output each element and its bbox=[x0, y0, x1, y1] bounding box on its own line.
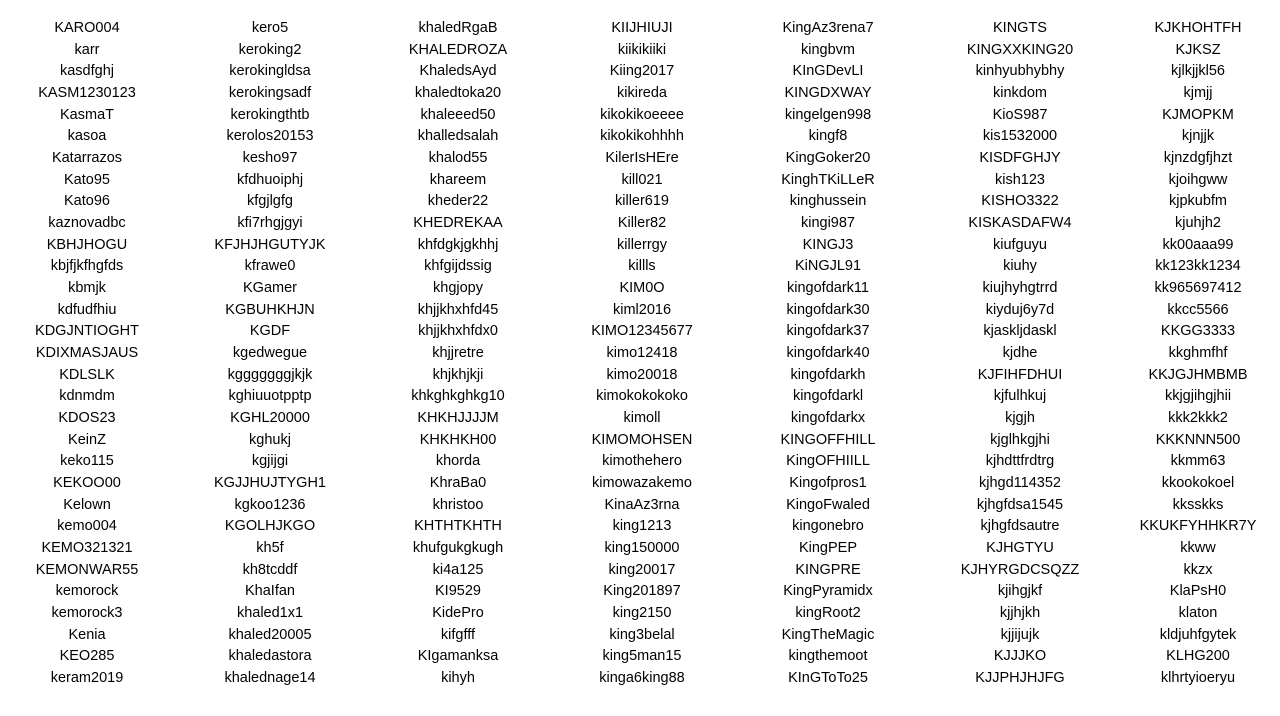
column-3 bbox=[373, 18, 543, 690]
list-item: kjhgfdsa1545 bbox=[976, 496, 1064, 513]
list-item: KingPEP bbox=[798, 540, 858, 557]
list-item: kiujhyhgtrrd bbox=[982, 280, 1058, 297]
list-item: KhaIfan bbox=[245, 583, 295, 600]
list-item: kimo20018 bbox=[606, 366, 678, 383]
list-item: kimoll bbox=[623, 410, 661, 427]
list-item: kgkoo1236 bbox=[234, 496, 306, 513]
list-item: khjkhjkji bbox=[432, 366, 484, 383]
list-item: KeinZ bbox=[68, 431, 106, 448]
list-item: kingthemoot bbox=[788, 648, 868, 665]
list-item: kfgjlgfg bbox=[247, 193, 293, 210]
list-item: kingi987 bbox=[800, 215, 855, 232]
column-1 bbox=[2, 18, 172, 690]
list-item: king3belal bbox=[609, 626, 675, 643]
list-item: KInGToTo25 bbox=[788, 670, 868, 687]
list-item: KHTHTKHTH bbox=[414, 518, 502, 535]
list-item: kimowazakemo bbox=[592, 475, 692, 492]
list-item: KJKHOHTFH bbox=[1154, 20, 1242, 36]
list-item: kerokingthtb bbox=[230, 106, 310, 123]
list-item: kk00aaa99 bbox=[1162, 236, 1234, 253]
list-item: KLHG200 bbox=[1166, 648, 1230, 665]
list-item: king150000 bbox=[604, 540, 680, 557]
list-item: KHKHKH00 bbox=[419, 431, 497, 448]
list-item: khjjkhxhfdx0 bbox=[418, 323, 498, 340]
list-item: kh5f bbox=[256, 540, 284, 557]
list-item: khgjopy bbox=[433, 280, 483, 297]
list-item: kheder22 bbox=[427, 193, 489, 210]
list-item: KISDFGHJY bbox=[979, 150, 1061, 167]
list-item: kasdfghj bbox=[59, 63, 114, 80]
list-item: KinghTKiLLeR bbox=[781, 171, 875, 188]
list-item: KHALEDROZA bbox=[408, 41, 508, 58]
list-item: KJJJKO bbox=[993, 648, 1047, 665]
list-item: KINGPRE bbox=[795, 561, 861, 578]
list-item: khaledRgaB bbox=[418, 20, 498, 36]
list-item: KDGJNTIOGHT bbox=[35, 323, 139, 340]
list-item: kinkdom bbox=[993, 85, 1047, 102]
list-item: KINGDXWAY bbox=[784, 85, 872, 102]
list-item: KasmaT bbox=[60, 106, 114, 123]
list-item: khaledtoka20 bbox=[414, 85, 502, 102]
list-item: king5man15 bbox=[602, 648, 682, 665]
list-item: keko115 bbox=[60, 453, 114, 470]
list-item: KinaAz3rna bbox=[604, 496, 680, 513]
list-item: KGDF bbox=[249, 323, 291, 340]
list-item: kghukj bbox=[249, 431, 291, 448]
list-item: kjgjh bbox=[1005, 410, 1035, 427]
list-item: khfdgkjgkhhj bbox=[417, 236, 499, 253]
list-item: kdfudfhiu bbox=[57, 301, 117, 318]
list-item: kk965697412 bbox=[1154, 280, 1242, 297]
list-item: kinhyubhybhy bbox=[975, 63, 1065, 80]
list-item: kgggggggjkjk bbox=[227, 366, 313, 383]
list-item: KingoFwaled bbox=[786, 496, 870, 513]
list-item: kghiuuotpptp bbox=[228, 388, 312, 405]
list-item: kjglhkgjhi bbox=[990, 431, 1050, 448]
list-item: KJMOPKM bbox=[1162, 106, 1234, 123]
list-item: Kato95 bbox=[64, 171, 110, 188]
list-item: kerokingsadf bbox=[228, 85, 312, 102]
list-item: KHEDREKAA bbox=[413, 215, 503, 232]
list-item: kingofdarkx bbox=[790, 410, 866, 427]
list-item: kgjijgi bbox=[251, 453, 289, 470]
list-item: KEMO321321 bbox=[41, 540, 133, 557]
list-item: kk123kk1234 bbox=[1155, 258, 1241, 275]
list-item: kingofdark40 bbox=[786, 345, 870, 362]
list-item: klhrtyioeryu bbox=[1160, 670, 1236, 687]
list-item: kjnjjk bbox=[1181, 128, 1215, 145]
list-item: kingofdark37 bbox=[786, 323, 870, 340]
list-item: kjfulhkuj bbox=[993, 388, 1047, 405]
list-item: khufgukgkugh bbox=[412, 540, 504, 557]
list-item: klaton bbox=[1178, 605, 1218, 622]
list-item: kiml2016 bbox=[612, 301, 672, 318]
list-item: kerolos20153 bbox=[226, 128, 314, 145]
list-item: kemo004 bbox=[57, 518, 117, 535]
list-item: kifgfff bbox=[440, 626, 476, 643]
list-item: king2150 bbox=[612, 605, 672, 622]
list-item: kimokokokoko bbox=[596, 388, 688, 405]
list-item: KioS987 bbox=[992, 106, 1048, 123]
list-item: KIMOMOHSEN bbox=[591, 431, 693, 448]
list-item: kjjijujk bbox=[1000, 626, 1040, 643]
list-item: khalod55 bbox=[428, 150, 488, 167]
list-item: kksskks bbox=[1172, 496, 1224, 513]
list-item: kinga6king88 bbox=[599, 670, 685, 687]
list-item: khareem bbox=[429, 171, 487, 188]
list-item: KingOFHIILL bbox=[786, 453, 870, 470]
list-item: Kelown bbox=[63, 496, 111, 513]
list-item: kingelgen998 bbox=[784, 106, 872, 123]
list-item: kh8tcddf bbox=[242, 561, 298, 578]
list-item: KJFIHFDHUI bbox=[977, 366, 1063, 383]
list-item: khalledsalah bbox=[417, 128, 499, 145]
list-item: KKGG3333 bbox=[1160, 323, 1236, 340]
list-item: KKUKFYHHKR7Y bbox=[1139, 518, 1257, 535]
list-item: kiufguyu bbox=[992, 236, 1047, 253]
list-item: kjjhjkh bbox=[999, 605, 1041, 622]
list-item: kesho97 bbox=[242, 150, 298, 167]
list-item: KISHO3322 bbox=[981, 193, 1059, 210]
list-item: karr bbox=[74, 41, 100, 58]
list-item: KINGOFFHILL bbox=[780, 431, 876, 448]
list-item: kkookokoel bbox=[1161, 475, 1235, 492]
list-item: kfi7rhgjgyi bbox=[237, 215, 303, 232]
list-item: kkzx bbox=[1183, 561, 1213, 578]
list-item: kfrawe0 bbox=[244, 258, 296, 275]
list-item: KBHJHOGU bbox=[46, 236, 128, 253]
list-item: kingf8 bbox=[808, 128, 848, 145]
list-item: kjoihgww bbox=[1168, 171, 1228, 188]
list-item: KingGoker20 bbox=[785, 150, 871, 167]
list-item: khristoo bbox=[432, 496, 484, 513]
column-6 bbox=[935, 18, 1105, 690]
column-5 bbox=[743, 18, 913, 690]
list-item: KJHYRGDCSQZZ bbox=[960, 561, 1080, 578]
list-item: kero5 bbox=[251, 20, 289, 36]
list-item: KKKNNN500 bbox=[1155, 431, 1241, 448]
list-item: Kiing2017 bbox=[609, 63, 675, 80]
list-item: KIgamanksa bbox=[417, 648, 499, 665]
list-item: KEKOO00 bbox=[53, 475, 121, 492]
list-item: kikokikoeeee bbox=[600, 106, 684, 123]
list-item: kingbvm bbox=[801, 41, 855, 58]
list-item: keram2019 bbox=[50, 670, 124, 687]
list-item: King201897 bbox=[603, 583, 681, 600]
list-item: kjaskljdaskl bbox=[983, 323, 1057, 340]
list-item: kill021 bbox=[621, 171, 663, 188]
list-item: KGHL20000 bbox=[230, 410, 310, 427]
list-item: killerrgy bbox=[617, 236, 667, 253]
list-item: kjpkubfm bbox=[1168, 193, 1228, 210]
list-item: KI9529 bbox=[435, 583, 481, 600]
column-4 bbox=[557, 18, 727, 690]
column-7 bbox=[1113, 18, 1280, 690]
list-item: khaled1x1 bbox=[236, 605, 304, 622]
list-item: KIMO12345677 bbox=[591, 323, 693, 340]
column-2 bbox=[185, 18, 355, 690]
list-item: kikokikohhhh bbox=[600, 128, 684, 145]
list-item: kjihgjkf bbox=[997, 583, 1043, 600]
list-item: KidePro bbox=[432, 605, 484, 622]
list-item: KGBUHKHJN bbox=[225, 301, 315, 318]
list-item: KINGJ3 bbox=[802, 236, 854, 253]
list-item: khalednage14 bbox=[224, 670, 316, 687]
list-item: kingofdarkl bbox=[792, 388, 864, 405]
list-item: KGJJHUJTYGH1 bbox=[214, 475, 326, 492]
list-item: killls bbox=[628, 258, 656, 275]
list-item: khfgijdssig bbox=[424, 258, 492, 275]
list-item: kjnzdgfjhzt bbox=[1163, 150, 1233, 167]
list-item: kkk2kkk2 bbox=[1168, 410, 1228, 427]
list-item: KEMONWAR55 bbox=[35, 561, 139, 578]
list-item: KDIXMASJAUS bbox=[35, 345, 139, 362]
list-item: kingofdark11 bbox=[787, 280, 869, 297]
list-item: kkcc5566 bbox=[1167, 301, 1229, 318]
list-item: KDLSLK bbox=[59, 366, 115, 383]
list-item: KISKASDAFW4 bbox=[968, 215, 1072, 232]
list-item: kbjfjkfhgfds bbox=[50, 258, 124, 275]
list-item: kdnmdm bbox=[59, 388, 115, 405]
list-item: kish123 bbox=[995, 171, 1045, 188]
list-item: kkghmfhf bbox=[1168, 345, 1228, 362]
list-item: KilerIsHEre bbox=[605, 150, 679, 167]
list-item: king1213 bbox=[612, 518, 672, 535]
list-item: kkmm63 bbox=[1170, 453, 1226, 470]
list-item: kjuhjh2 bbox=[1175, 215, 1221, 232]
list-item: KingTheMagic bbox=[781, 626, 875, 643]
list-item: KiNGJL91 bbox=[794, 258, 862, 275]
list-item: kingofdarkh bbox=[790, 366, 866, 383]
list-item: khaled20005 bbox=[228, 626, 312, 643]
list-item: KhraBa0 bbox=[429, 475, 487, 492]
list-item: Killer82 bbox=[617, 215, 667, 232]
list-item: kingofdark30 bbox=[786, 301, 870, 318]
list-item: khkghkghkg10 bbox=[411, 388, 505, 405]
list-item: kihyh bbox=[441, 670, 475, 687]
list-item: kjlkjjkl56 bbox=[1171, 63, 1225, 80]
list-item: khorda bbox=[435, 453, 481, 470]
list-item: kaznovadbc bbox=[48, 215, 126, 232]
list-item: keroking2 bbox=[238, 41, 302, 58]
list-item: kbmjk bbox=[68, 280, 106, 297]
list-item: khjjretre bbox=[432, 345, 484, 362]
list-item: KINGXXKING20 bbox=[966, 41, 1074, 58]
list-item: KEO285 bbox=[59, 648, 115, 665]
list-item: kimothehero bbox=[602, 453, 682, 470]
list-item: KingPyramidx bbox=[783, 583, 873, 600]
list-item: khjjkhxhfd45 bbox=[417, 301, 499, 318]
list-item: KInGDevLI bbox=[792, 63, 864, 80]
list-item: ki4a125 bbox=[432, 561, 484, 578]
list-item: kjmjj bbox=[1183, 85, 1213, 102]
list-item: kinghussein bbox=[789, 193, 867, 210]
list-item: KJJPHJHJFG bbox=[975, 670, 1065, 687]
list-item: KGamer bbox=[243, 280, 297, 297]
list-item: KINGTS bbox=[993, 20, 1047, 36]
list-item: KFJHJHGUTYJK bbox=[214, 236, 326, 253]
list-item: KJHGTYU bbox=[986, 540, 1054, 557]
list-item: kfdhuoiphj bbox=[236, 171, 304, 188]
list-item: kkww bbox=[1180, 540, 1216, 557]
list-item: KlaPsH0 bbox=[1169, 583, 1227, 600]
list-item: KKJGJHMBMB bbox=[1148, 366, 1248, 383]
list-item: KGOLHJKGO bbox=[224, 518, 316, 535]
list-item: kingRoot2 bbox=[795, 605, 861, 622]
list-item: king20017 bbox=[608, 561, 676, 578]
list-item: KASM1230123 bbox=[38, 85, 136, 102]
list-item: Katarrazos bbox=[51, 150, 123, 167]
list-item: kiikikiiki bbox=[617, 41, 667, 58]
list-item: Kato96 bbox=[64, 193, 110, 210]
list-item: KhaledsAyd bbox=[419, 63, 497, 80]
list-item: kldjuhfgytek bbox=[1159, 626, 1237, 643]
list-item: KingAz3rena7 bbox=[782, 20, 874, 36]
list-item: kiyduj6y7d bbox=[985, 301, 1055, 318]
list-item: kjhgfdsautre bbox=[980, 518, 1060, 535]
list-item: kkjgjihgjhii bbox=[1164, 388, 1232, 405]
list-item: kiuhy bbox=[1003, 258, 1037, 275]
list-item: kjdhe bbox=[1002, 345, 1038, 362]
list-item: KDOS23 bbox=[58, 410, 116, 427]
list-item: kgedwegue bbox=[232, 345, 308, 362]
list-item: KIM0O bbox=[619, 280, 665, 297]
list-item: kemorock bbox=[55, 583, 119, 600]
list-item: kimo12418 bbox=[606, 345, 678, 362]
list-item: KARO004 bbox=[54, 20, 120, 36]
list-item: kjhdttfrdtrg bbox=[985, 453, 1055, 470]
list-item: kingonebro bbox=[792, 518, 864, 535]
list-item: Kingofpros1 bbox=[789, 475, 867, 492]
list-item: kjhgd114352 bbox=[979, 475, 1061, 492]
list-item: khaledastora bbox=[228, 648, 312, 665]
list-item: killer619 bbox=[615, 193, 669, 210]
list-item: kasoa bbox=[67, 128, 107, 145]
list-item: kikireda bbox=[617, 85, 667, 102]
list-item: Kenia bbox=[68, 626, 106, 643]
list-item: kemorock3 bbox=[51, 605, 123, 622]
list-item: kis1532000 bbox=[982, 128, 1058, 145]
list-item: KIIJHIUJI bbox=[611, 20, 673, 36]
list-item: KJKSZ bbox=[1175, 41, 1221, 58]
list-item: khaleeed50 bbox=[420, 106, 496, 123]
list-item: KHKHJJJJM bbox=[417, 410, 499, 427]
list-item: kerokingldsa bbox=[229, 63, 311, 80]
